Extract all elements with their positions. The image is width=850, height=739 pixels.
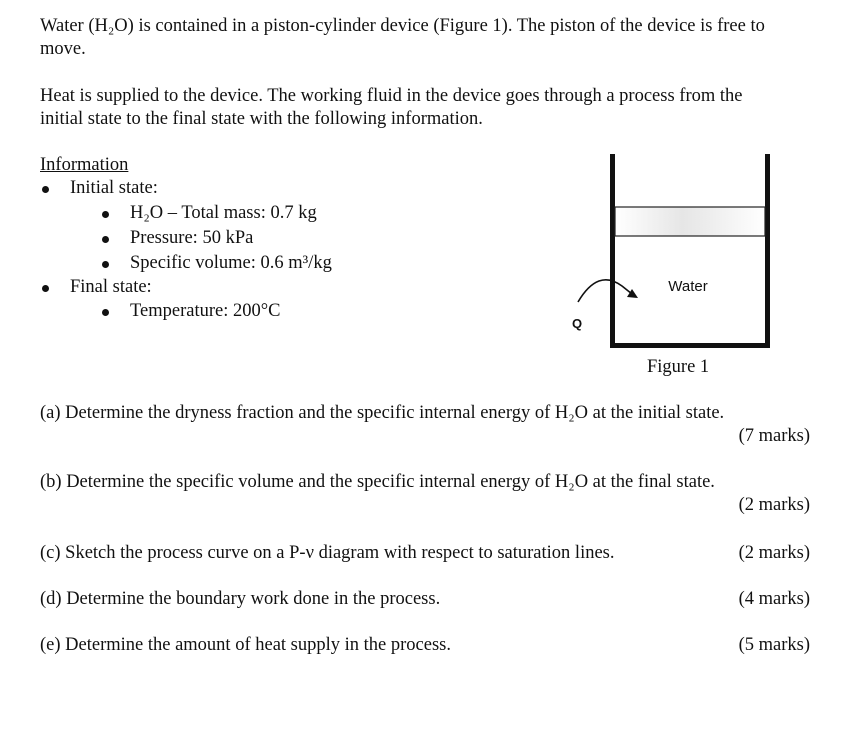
intro-line-3: Heat is supplied to the device. The working fluid in the device goes through a process from the (40, 86, 743, 106)
question-a: (a) Determine the dryness fraction and the specific internal energy of H₂O at the initial state. (40, 403, 725, 423)
heat-arrow-icon (578, 280, 632, 302)
bullet-icon (102, 236, 109, 243)
question-c: (c) Sketch the process curve on a P-ν diagram with respect to saturation lines. (40, 543, 615, 563)
bullet-icon (42, 285, 49, 292)
bullet-icon (102, 261, 109, 268)
initial-specific-volume: Specific volume: 0.6 m³/kg (130, 253, 332, 273)
question-d: (d) Determine the boundary work done in the process. (40, 589, 441, 609)
question-e-marks: (5 marks) (738, 635, 810, 655)
intro-line-4: initial state to the final state with the following information. (40, 109, 483, 129)
piston (615, 207, 765, 236)
question-c-marks: (2 marks) (738, 543, 810, 563)
figure-caption: Figure 1 (647, 357, 710, 377)
question-b-marks: (2 marks) (738, 495, 810, 515)
intro-line-1: Water (H₂O) is contained in a piston-cylinder device (Figure 1). The piston of the device is free to (40, 16, 765, 36)
question-a-marks: (7 marks) (738, 426, 810, 446)
cylinder-right-wall (765, 154, 770, 348)
bullet-icon (42, 186, 49, 193)
information-heading: Information (40, 155, 129, 175)
initial-pressure: Pressure: 50 kPa (130, 228, 254, 248)
question-d-marks: (4 marks) (738, 589, 810, 609)
intro-line-2: move. (40, 39, 86, 59)
bullet-icon (102, 211, 109, 218)
cylinder-left-wall (610, 154, 615, 348)
heat-label: Q (571, 316, 583, 331)
question-e: (e) Determine the amount of heat supply in the process. (40, 635, 451, 655)
piston-cylinder-figure (560, 150, 780, 350)
water-label: Water (668, 278, 708, 295)
cylinder-bottom (610, 343, 770, 348)
initial-state-label: Initial state: (70, 178, 158, 198)
question-b: (b) Determine the specific volume and the specific internal energy of H₂O at the final state. (40, 472, 715, 492)
initial-mass: H₂O – Total mass: 0.7 kg (130, 203, 317, 223)
final-temperature: Temperature: 200°C (130, 301, 281, 321)
final-state-label: Final state: (70, 277, 152, 297)
bullet-icon (102, 309, 109, 316)
